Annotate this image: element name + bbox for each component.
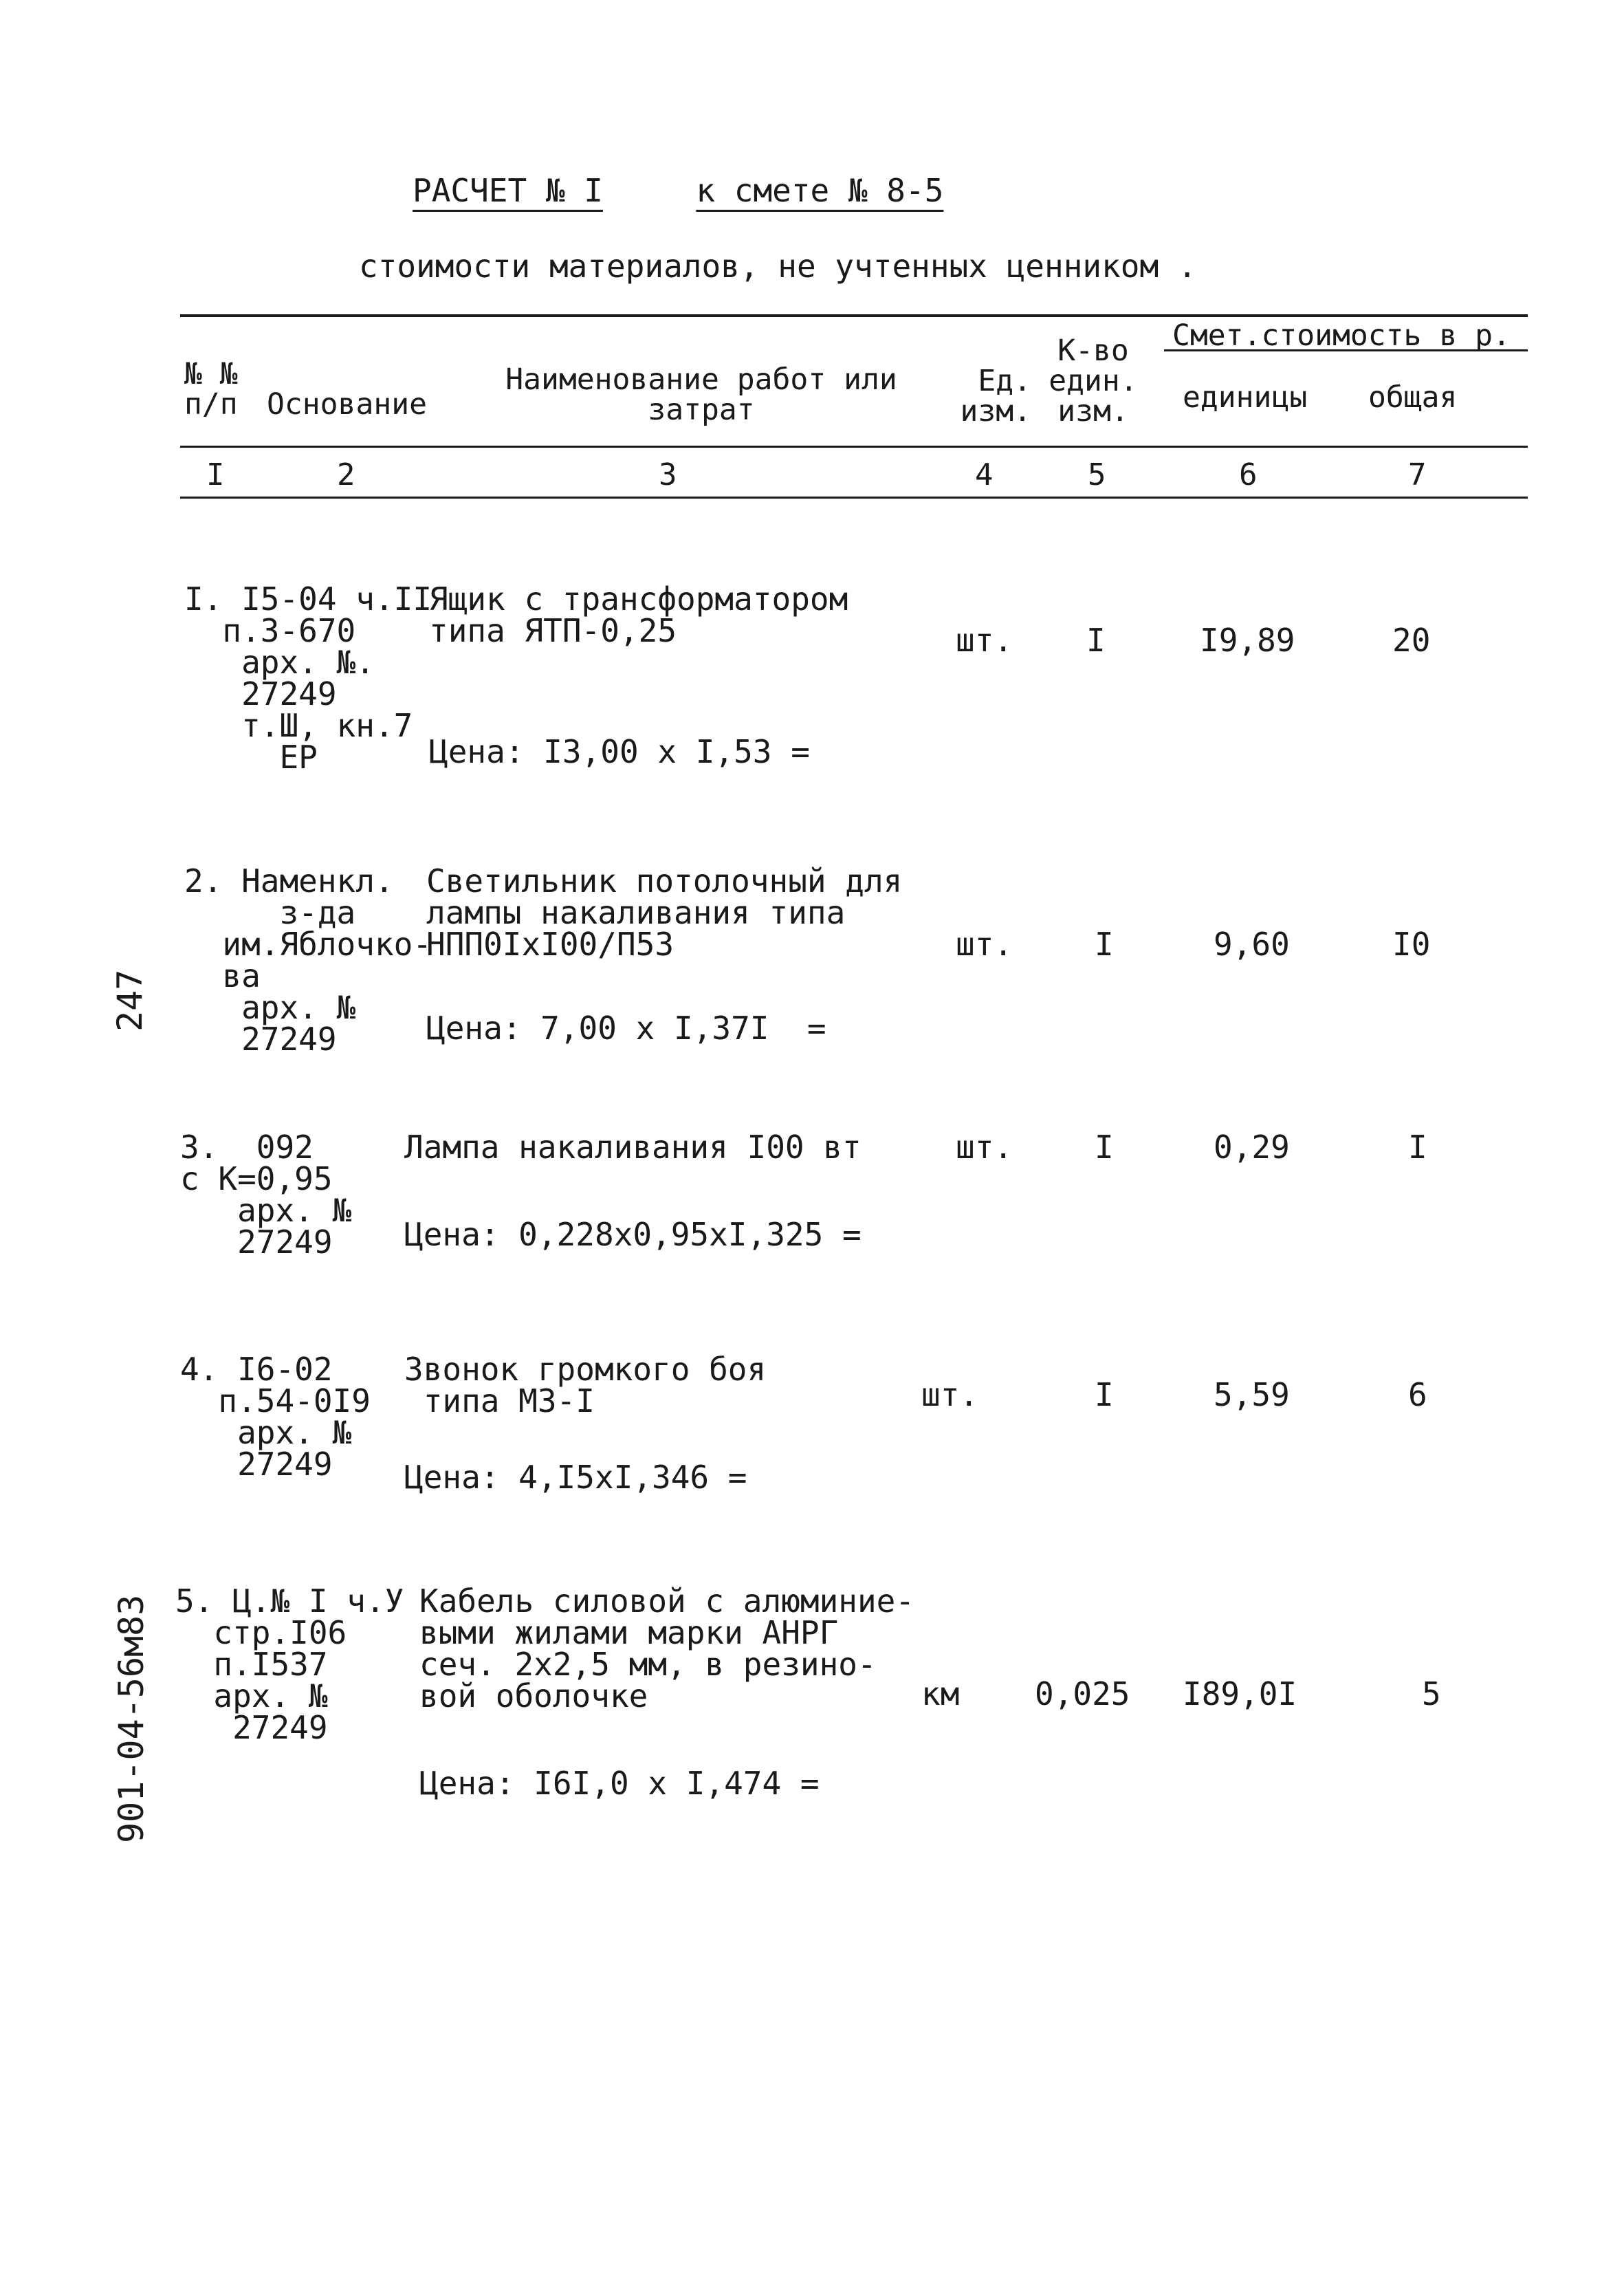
title-estimate: к смете № 8-5 bbox=[696, 172, 944, 209]
header-top-rule bbox=[180, 314, 1528, 317]
table-row-basis: 4. I6-02 п.54-0I9 арх. № 27249 bbox=[180, 1351, 371, 1483]
table-row-cost-total: I bbox=[1408, 1129, 1427, 1166]
table-row-cost-total: 5 bbox=[1422, 1675, 1441, 1712]
document-subtitle: стоимости материалов, не учтенных ценником . bbox=[359, 248, 1197, 285]
table-row-qty: I bbox=[1095, 1376, 1114, 1413]
table-row-cost-total: I0 bbox=[1392, 926, 1431, 963]
margin-page-number: 247 bbox=[110, 969, 150, 1032]
table-row-qty: 0,025 bbox=[1035, 1675, 1130, 1712]
table-row-unit: шт. bbox=[921, 1376, 979, 1413]
table-row-name: Звонок громкого боя типа МЗ-I bbox=[404, 1351, 767, 1419]
col-header-unit: Ед. изм. bbox=[960, 364, 1031, 428]
table-row-price: Цена: I6I,0 х I,474 = bbox=[419, 1765, 820, 1802]
table-row-name: Лампа накаливания I00 вт bbox=[404, 1129, 862, 1166]
table-row-basis: I. I5-04 ч.II п.3-670 арх. №. 27249 т.Ш, кн.7 ЕР bbox=[184, 580, 432, 776]
col-header-cost-unit: единицы bbox=[1183, 380, 1308, 415]
table-row-qty: I bbox=[1095, 926, 1114, 963]
col-number-5: 5 bbox=[1088, 457, 1106, 492]
col-number-4: 4 bbox=[975, 457, 994, 492]
col-header-name: Наименование работ или затрат bbox=[505, 362, 897, 427]
table-row-qty: I bbox=[1086, 622, 1106, 659]
table-row-unit: шт. bbox=[956, 1129, 1013, 1166]
table-row-price: Цена: I3,00 х I,53 = bbox=[429, 733, 810, 770]
table-row-name: Ящик с трансформатором типа ЯТП-0,25 bbox=[429, 580, 848, 649]
col-number-7: 7 bbox=[1408, 457, 1427, 492]
col-number-6: 6 bbox=[1239, 457, 1258, 492]
margin-doc-code: 901-04-56м83 bbox=[111, 1594, 151, 1843]
column-numbers-rule bbox=[180, 497, 1528, 499]
table-row-price: Цена: 7,00 х I,37I = bbox=[426, 1010, 826, 1047]
table-row-basis: 5. Ц.№ I ч.У стр.I06 п.I537 арх. № 27249 bbox=[175, 1582, 404, 1746]
col-number-3: 3 bbox=[659, 457, 677, 492]
table-row-basis: 3. 092 с К=0,95 арх. № 27249 bbox=[180, 1129, 352, 1261]
col-header-num: № № п/п bbox=[184, 357, 238, 422]
col-number-1: I bbox=[206, 457, 225, 492]
table-row-cost-unit: 5,59 bbox=[1214, 1376, 1290, 1413]
header-bottom-rule bbox=[180, 446, 1528, 448]
document-title bbox=[413, 172, 943, 209]
table-row-price: Цена: 4,I5хI,346 = bbox=[404, 1459, 747, 1496]
col-number-2: 2 bbox=[337, 457, 355, 492]
table-row-cost-unit: 9,60 bbox=[1214, 926, 1290, 963]
table-row-name: Светильник потолочный для лампы накаливания типа НПП0IхI00/П53 bbox=[426, 862, 903, 963]
table-row-cost-total: 6 bbox=[1408, 1376, 1427, 1413]
table-row-cost-unit: I9,89 bbox=[1200, 622, 1295, 659]
table-row-unit: км bbox=[921, 1675, 960, 1712]
title-calculation: РАСЧЕТ № I bbox=[413, 172, 603, 209]
table-row-unit: шт. bbox=[956, 622, 1013, 659]
table-row-name: Кабель силовой с алюминие- выми жилами марки АНРГ сеч. 2х2,5 мм, в резино- вой оболочке bbox=[419, 1582, 915, 1715]
col-header-cost-group: Смет.стоимость в р. bbox=[1172, 318, 1511, 353]
table-row-cost-unit: 0,29 bbox=[1214, 1129, 1290, 1166]
table-row-cost-unit: I89,0I bbox=[1183, 1675, 1297, 1712]
table-row-unit: шт. bbox=[956, 926, 1013, 963]
table-row-qty: I bbox=[1095, 1129, 1114, 1166]
col-header-basis: Основание bbox=[267, 387, 427, 422]
table-row-price: Цена: 0,228х0,95хI,325 = bbox=[404, 1216, 862, 1253]
table-row-cost-total: 20 bbox=[1392, 622, 1431, 659]
col-header-qty: К-во един. изм. bbox=[1049, 334, 1138, 428]
col-header-cost-total: общая bbox=[1368, 380, 1458, 415]
table-row-basis: 2. Наменкл. з-да им.Яблочко- ва арх. № 27249 bbox=[184, 862, 432, 1058]
